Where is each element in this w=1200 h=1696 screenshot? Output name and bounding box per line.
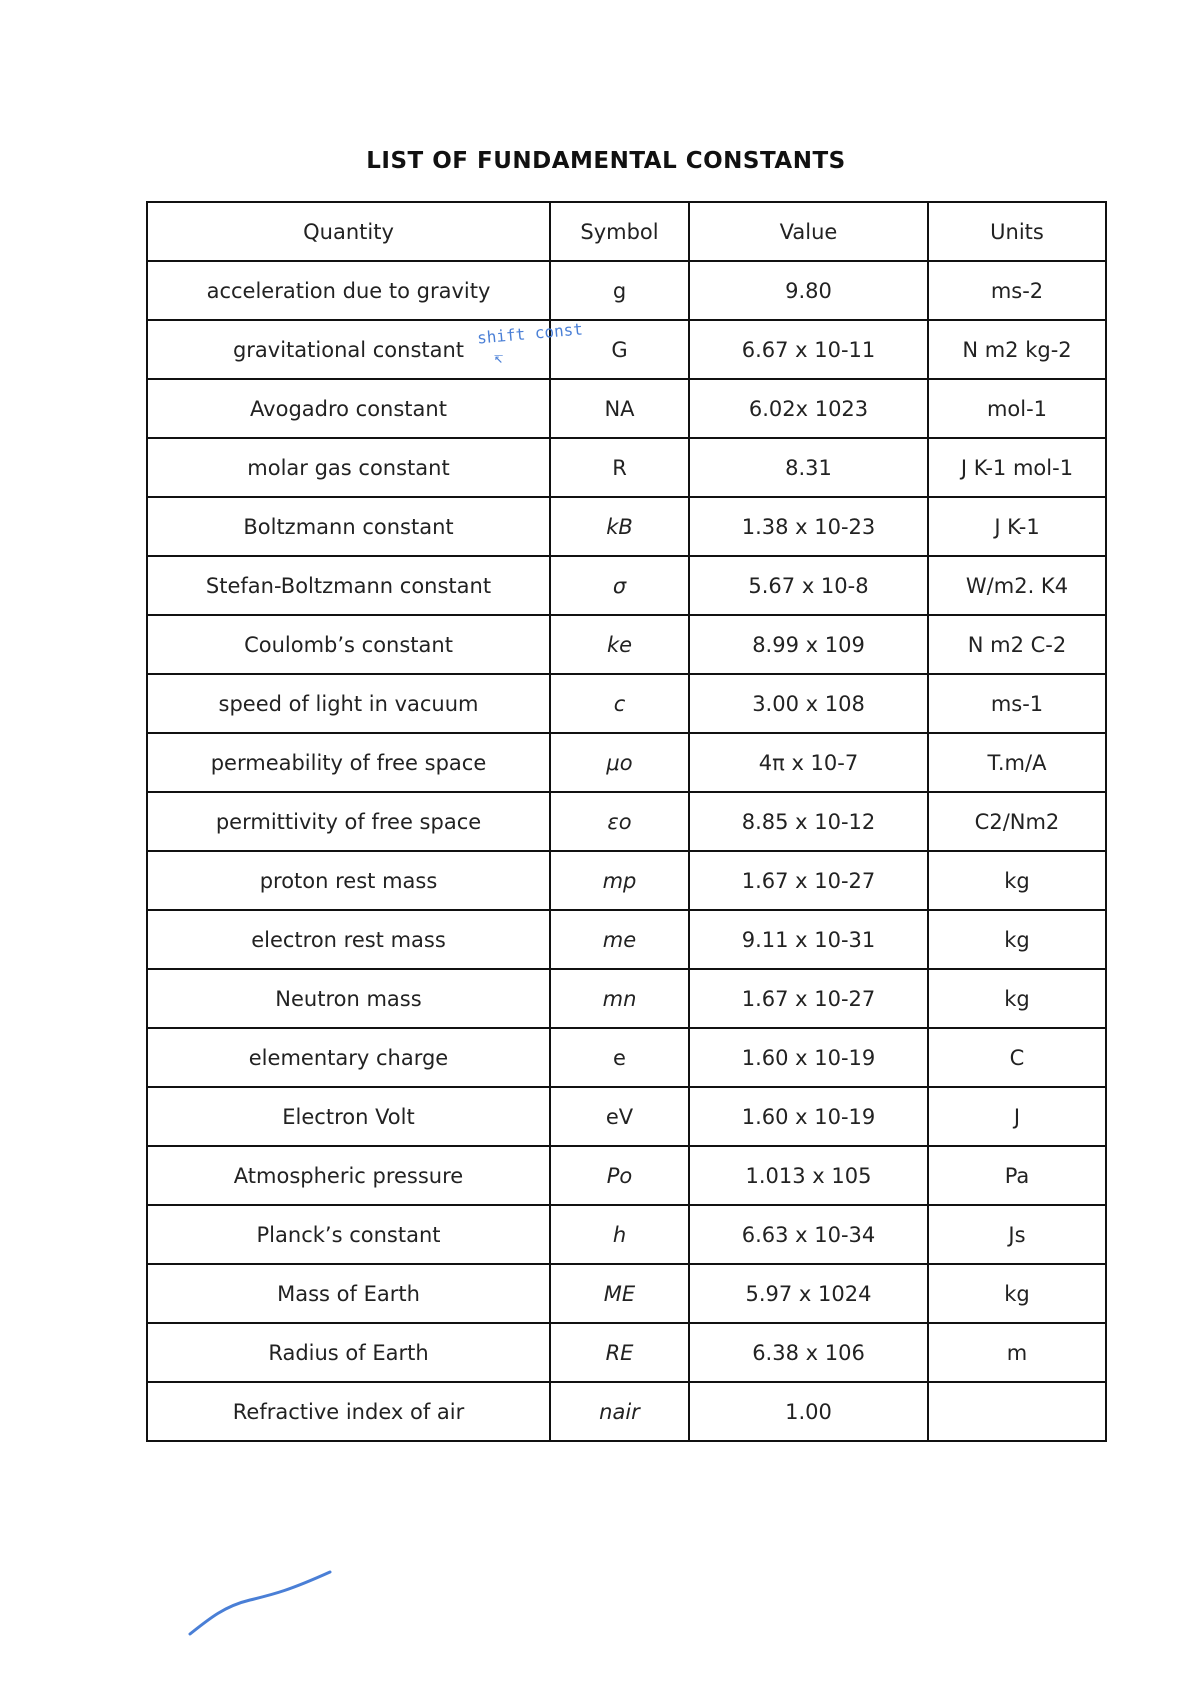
cell-quantity: Mass of Earth <box>147 1264 550 1323</box>
cell-symbol: h <box>550 1205 689 1264</box>
cell-quantity: proton rest mass <box>147 851 550 910</box>
table-row <box>147 556 1106 615</box>
cell-symbol: mp <box>550 851 689 910</box>
cell-value: 1.60 x 10-19 <box>689 1087 928 1146</box>
cell-units: ms-1 <box>928 674 1106 733</box>
cell-quantity: Avogadro constant <box>147 379 550 438</box>
cell-quantity: Coulomb’s constant <box>147 615 550 674</box>
cell-value: 1.67 x 10-27 <box>689 851 928 910</box>
cell-symbol: nair <box>550 1382 689 1441</box>
table-row <box>147 1264 1106 1323</box>
table-row <box>147 615 1106 674</box>
cell-symbol: μo <box>550 733 689 792</box>
table-row <box>147 1146 1106 1205</box>
table-header-row <box>147 202 1106 261</box>
cell-value: 1.38 x 10-23 <box>689 497 928 556</box>
cell-units: C <box>928 1028 1106 1087</box>
handwritten-annotation: shift const <box>476 319 584 348</box>
cell-units: Pa <box>928 1146 1106 1205</box>
cell-units: W/m2. K4 <box>928 556 1106 615</box>
cell-value: 9.11 x 10-31 <box>689 910 928 969</box>
cell-symbol: Po <box>550 1146 689 1205</box>
cell-symbol: g <box>550 261 689 320</box>
cell-value: 4π x 10-7 <box>689 733 928 792</box>
cell-quantity: Electron Volt <box>147 1087 550 1146</box>
header-value: Value <box>689 202 928 261</box>
cell-units: J K-1 <box>928 497 1106 556</box>
cell-value: 6.38 x 106 <box>689 1323 928 1382</box>
table-row <box>147 733 1106 792</box>
cell-symbol: ke <box>550 615 689 674</box>
cell-quantity: Stefan-Boltzmann constant <box>147 556 550 615</box>
cell-units: kg <box>928 910 1106 969</box>
cell-symbol: eV <box>550 1087 689 1146</box>
pen-scribble <box>180 1550 340 1640</box>
cell-value: 9.80 <box>689 261 928 320</box>
cell-symbol: σ <box>550 556 689 615</box>
cell-symbol: e <box>550 1028 689 1087</box>
table-row <box>147 320 1106 379</box>
cell-units <box>928 1382 1106 1441</box>
cell-units: T.m/A <box>928 733 1106 792</box>
cell-units: Js <box>928 1205 1106 1264</box>
table-row <box>147 851 1106 910</box>
table-row <box>147 1028 1106 1087</box>
cell-symbol: NA <box>550 379 689 438</box>
table-row <box>147 497 1106 556</box>
page-title: LIST OF FUNDAMENTAL CONSTANTS <box>366 148 846 174</box>
table-row <box>147 674 1106 733</box>
cell-quantity: permeability of free space <box>147 733 550 792</box>
cell-value: 3.00 x 108 <box>689 674 928 733</box>
cell-units: J <box>928 1087 1106 1146</box>
table-row <box>147 261 1106 320</box>
cell-units: kg <box>928 1264 1106 1323</box>
header-quantity: Quantity <box>147 202 550 261</box>
cell-quantity: gravitational constant <box>147 320 550 379</box>
cell-value: 1.013 x 105 <box>689 1146 928 1205</box>
table-row <box>147 1323 1106 1382</box>
cell-quantity: Radius of Earth <box>147 1323 550 1382</box>
table-row <box>147 792 1106 851</box>
table-row <box>147 969 1106 1028</box>
pointer-icon: ↸ <box>494 349 504 367</box>
cell-value: 1.67 x 10-27 <box>689 969 928 1028</box>
cell-value: 8.85 x 10-12 <box>689 792 928 851</box>
table-row <box>147 438 1106 497</box>
cell-value: 8.31 <box>689 438 928 497</box>
cell-quantity: Neutron mass <box>147 969 550 1028</box>
cell-units: mol-1 <box>928 379 1106 438</box>
cell-quantity: Atmospheric pressure <box>147 1146 550 1205</box>
cell-symbol: mn <box>550 969 689 1028</box>
cell-value: 6.67 x 10-11 <box>689 320 928 379</box>
cell-value: 5.97 x 1024 <box>689 1264 928 1323</box>
cell-quantity: Planck’s constant <box>147 1205 550 1264</box>
cell-symbol: εo <box>550 792 689 851</box>
cell-symbol: ME <box>550 1264 689 1323</box>
cell-units: kg <box>928 851 1106 910</box>
cell-symbol: RE <box>550 1323 689 1382</box>
cell-units: N m2 kg-2 <box>928 320 1106 379</box>
cell-quantity: Boltzmann constant <box>147 497 550 556</box>
table-row <box>147 910 1106 969</box>
constants-table <box>146 201 1107 1442</box>
cell-value: 6.02x 1023 <box>689 379 928 438</box>
cell-units: J K-1 mol-1 <box>928 438 1106 497</box>
cell-symbol: me <box>550 910 689 969</box>
cell-value: 8.99 x 109 <box>689 615 928 674</box>
header-units: Units <box>928 202 1106 261</box>
cell-units: C2/Nm2 <box>928 792 1106 851</box>
cell-units: m <box>928 1323 1106 1382</box>
cell-symbol: R <box>550 438 689 497</box>
cell-quantity: elementary charge <box>147 1028 550 1087</box>
cell-quantity: acceleration due to gravity <box>147 261 550 320</box>
cell-quantity: speed of light in vacuum <box>147 674 550 733</box>
cell-units: kg <box>928 969 1106 1028</box>
cell-symbol: G <box>550 320 689 379</box>
cell-quantity: electron rest mass <box>147 910 550 969</box>
cell-value: 1.60 x 10-19 <box>689 1028 928 1087</box>
cell-quantity: Refractive index of air <box>147 1382 550 1441</box>
cell-value: 1.00 <box>689 1382 928 1441</box>
cell-quantity: molar gas constant <box>147 438 550 497</box>
table-row <box>147 1205 1106 1264</box>
header-symbol: Symbol <box>550 202 689 261</box>
table-row <box>147 1087 1106 1146</box>
cell-quantity: permittivity of free space <box>147 792 550 851</box>
cell-symbol: kB <box>550 497 689 556</box>
cell-units: ms-2 <box>928 261 1106 320</box>
cell-value: 5.67 x 10-8 <box>689 556 928 615</box>
cell-units: N m2 C-2 <box>928 615 1106 674</box>
cell-symbol: c <box>550 674 689 733</box>
table-row <box>147 1382 1106 1441</box>
cell-value: 6.63 x 10-34 <box>689 1205 928 1264</box>
table-row <box>147 379 1106 438</box>
